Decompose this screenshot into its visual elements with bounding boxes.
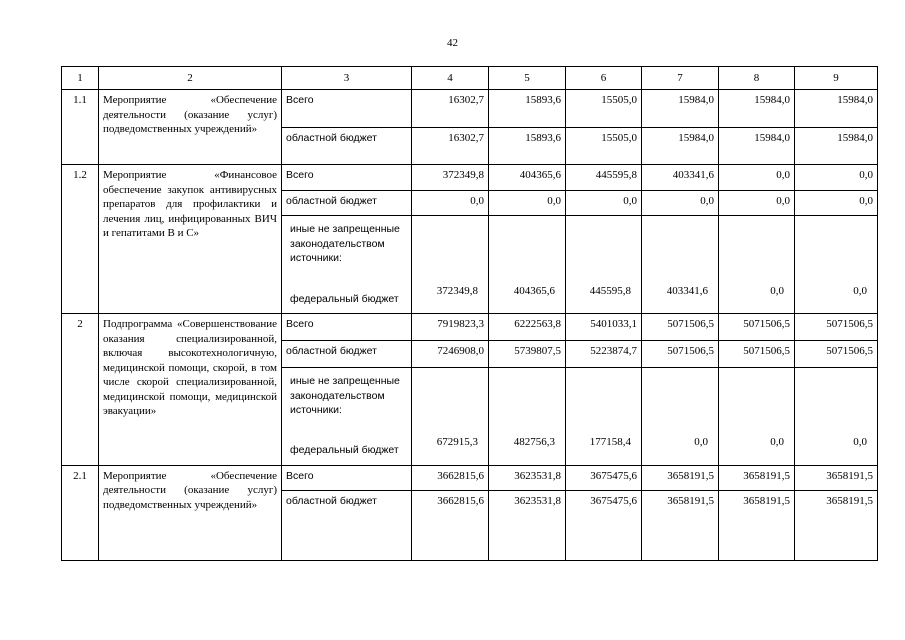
value-cell: 15893,6 bbox=[489, 127, 566, 165]
table-row bbox=[62, 165, 878, 190]
funding-source: областной бюджет bbox=[282, 127, 412, 165]
value-cell-wrap bbox=[566, 368, 642, 465]
value-cell: 445595,8 bbox=[589, 284, 631, 297]
table-header-row bbox=[62, 67, 878, 90]
value-cell: 3675475,6 bbox=[566, 465, 642, 490]
funding-source-other: иные не запрещенные законодательством источники: bbox=[290, 223, 400, 265]
funding-source-cell bbox=[282, 368, 412, 465]
activity-title: Мероприятие «Финансовое обеспечение закупок антивирусных препаратов для профилактики и лечения лиц, инфицированных ВИЧ и гепатитами В и С» bbox=[99, 165, 282, 314]
value-cell: 0,0 bbox=[719, 165, 795, 190]
value-cell: 672915,3 bbox=[436, 436, 478, 449]
value-cell: 0,0 bbox=[719, 190, 795, 215]
funding-source-federal: федеральный бюджет bbox=[290, 292, 399, 305]
value-cell-wrap bbox=[412, 368, 489, 465]
value-cell-wrap bbox=[719, 216, 795, 314]
value-cell: 5071506,5 bbox=[795, 314, 878, 340]
value-cell: 403341,6 bbox=[642, 165, 719, 190]
value-cell: 15984,0 bbox=[795, 127, 878, 165]
value-cell-wrap bbox=[795, 368, 878, 465]
value-cell: 15893,6 bbox=[489, 90, 566, 128]
value-cell: 3658191,5 bbox=[719, 490, 795, 560]
value-cell: 403341,6 bbox=[666, 284, 708, 297]
value-cell: 3623531,8 bbox=[489, 490, 566, 560]
value-cell-wrap bbox=[642, 368, 719, 465]
value-cell: 15505,0 bbox=[566, 127, 642, 165]
funding-source-federal: федеральный бюджет bbox=[290, 444, 399, 457]
value-cell: 0,0 bbox=[489, 190, 566, 215]
value-cell-wrap bbox=[412, 216, 489, 314]
funding-source: областной бюджет bbox=[282, 340, 412, 367]
value-cell: 5071506,5 bbox=[795, 340, 878, 367]
value-cell: 177158,4 bbox=[589, 436, 631, 449]
value-cell: 5071506,5 bbox=[642, 340, 719, 367]
value-cell-wrap bbox=[489, 216, 566, 314]
value-cell: 0,0 bbox=[642, 190, 719, 215]
row-number: 2.1 bbox=[62, 465, 99, 560]
value-cell: 0,0 bbox=[853, 284, 867, 297]
value-cell: 372349,8 bbox=[412, 165, 489, 190]
budget-table bbox=[61, 66, 878, 561]
funding-source-cell bbox=[282, 216, 412, 314]
value-cell: 404365,6 bbox=[489, 165, 566, 190]
value-cell: 7919823,3 bbox=[412, 314, 489, 340]
row-number: 2 bbox=[62, 314, 99, 465]
value-cell: 0,0 bbox=[694, 436, 708, 449]
value-cell: 15984,0 bbox=[642, 127, 719, 165]
header-cell: 2 bbox=[99, 67, 282, 90]
value-cell: 404365,6 bbox=[513, 284, 555, 297]
header-cell: 4 bbox=[412, 67, 489, 90]
value-cell: 445595,8 bbox=[566, 165, 642, 190]
activity-title: Мероприятие «Обеспечение деятельности (оказание услуг) подведомственных учреждений» bbox=[99, 90, 282, 165]
value-cell-wrap bbox=[795, 216, 878, 314]
table-row bbox=[62, 465, 878, 490]
value-cell: 15984,0 bbox=[795, 90, 878, 128]
value-cell-wrap bbox=[489, 368, 566, 465]
value-cell: 3623531,8 bbox=[489, 465, 566, 490]
value-cell: 482756,3 bbox=[513, 436, 555, 449]
value-cell: 5401033,1 bbox=[566, 314, 642, 340]
activity-title: Мероприятие «Обеспечение деятельности (оказание услуг) подведомственных учреждений» bbox=[99, 465, 282, 560]
value-cell: 7246908,0 bbox=[412, 340, 489, 367]
funding-source: областной бюджет bbox=[282, 490, 412, 560]
value-cell: 5071506,5 bbox=[642, 314, 719, 340]
value-cell: 0,0 bbox=[795, 190, 878, 215]
value-cell-wrap bbox=[642, 216, 719, 314]
value-cell: 5071506,5 bbox=[719, 314, 795, 340]
value-cell: 16302,7 bbox=[412, 90, 489, 128]
value-cell: 0,0 bbox=[770, 436, 784, 449]
funding-source: Всего bbox=[282, 465, 412, 490]
row-number: 1.2 bbox=[62, 165, 99, 314]
value-cell: 3675475,6 bbox=[566, 490, 642, 560]
header-cell: 6 bbox=[566, 67, 642, 90]
page-number: 42 bbox=[447, 37, 458, 49]
value-cell: 0,0 bbox=[412, 190, 489, 215]
value-cell: 3658191,5 bbox=[642, 490, 719, 560]
value-cell: 5739807,5 bbox=[489, 340, 566, 367]
value-cell: 15984,0 bbox=[642, 90, 719, 128]
header-cell: 8 bbox=[719, 67, 795, 90]
value-cell-wrap bbox=[566, 216, 642, 314]
value-cell: 3658191,5 bbox=[642, 465, 719, 490]
funding-source: Всего bbox=[282, 90, 412, 128]
funding-source: областной бюджет bbox=[282, 190, 412, 215]
value-cell: 0,0 bbox=[566, 190, 642, 215]
value-cell-wrap bbox=[719, 368, 795, 465]
value-cell: 0,0 bbox=[853, 436, 867, 449]
row-number: 1.1 bbox=[62, 90, 99, 165]
header-cell: 3 bbox=[282, 67, 412, 90]
table-row bbox=[62, 314, 878, 340]
header-cell: 7 bbox=[642, 67, 719, 90]
value-cell: 6222563,8 bbox=[489, 314, 566, 340]
value-cell: 5071506,5 bbox=[719, 340, 795, 367]
funding-source-other: иные не запрещенные законодательством источники: bbox=[290, 375, 400, 417]
value-cell: 15984,0 bbox=[719, 127, 795, 165]
funding-source: Всего bbox=[282, 314, 412, 340]
value-cell: 372349,8 bbox=[436, 284, 478, 297]
value-cell: 16302,7 bbox=[412, 127, 489, 165]
table-row bbox=[62, 90, 878, 128]
header-cell: 1 bbox=[62, 67, 99, 90]
value-cell: 3658191,5 bbox=[719, 465, 795, 490]
value-cell: 5223874,7 bbox=[566, 340, 642, 367]
value-cell: 3662815,6 bbox=[412, 465, 489, 490]
value-cell: 15984,0 bbox=[719, 90, 795, 128]
value-cell: 3658191,5 bbox=[795, 465, 878, 490]
activity-title: Подпрограмма «Совершенствование оказания специализированной, включая высокотехнологичную, медицинской помощи, скорой, в том числе скорой специализированной, медицинской помощи, медицинской эвакуации» bbox=[99, 314, 282, 465]
value-cell: 0,0 bbox=[770, 284, 784, 297]
value-cell: 3658191,5 bbox=[795, 490, 878, 560]
header-cell: 9 bbox=[795, 67, 878, 90]
header-cell: 5 bbox=[489, 67, 566, 90]
funding-source: Всего bbox=[282, 165, 412, 190]
value-cell: 0,0 bbox=[795, 165, 878, 190]
value-cell: 3662815,6 bbox=[412, 490, 489, 560]
value-cell: 15505,0 bbox=[566, 90, 642, 128]
